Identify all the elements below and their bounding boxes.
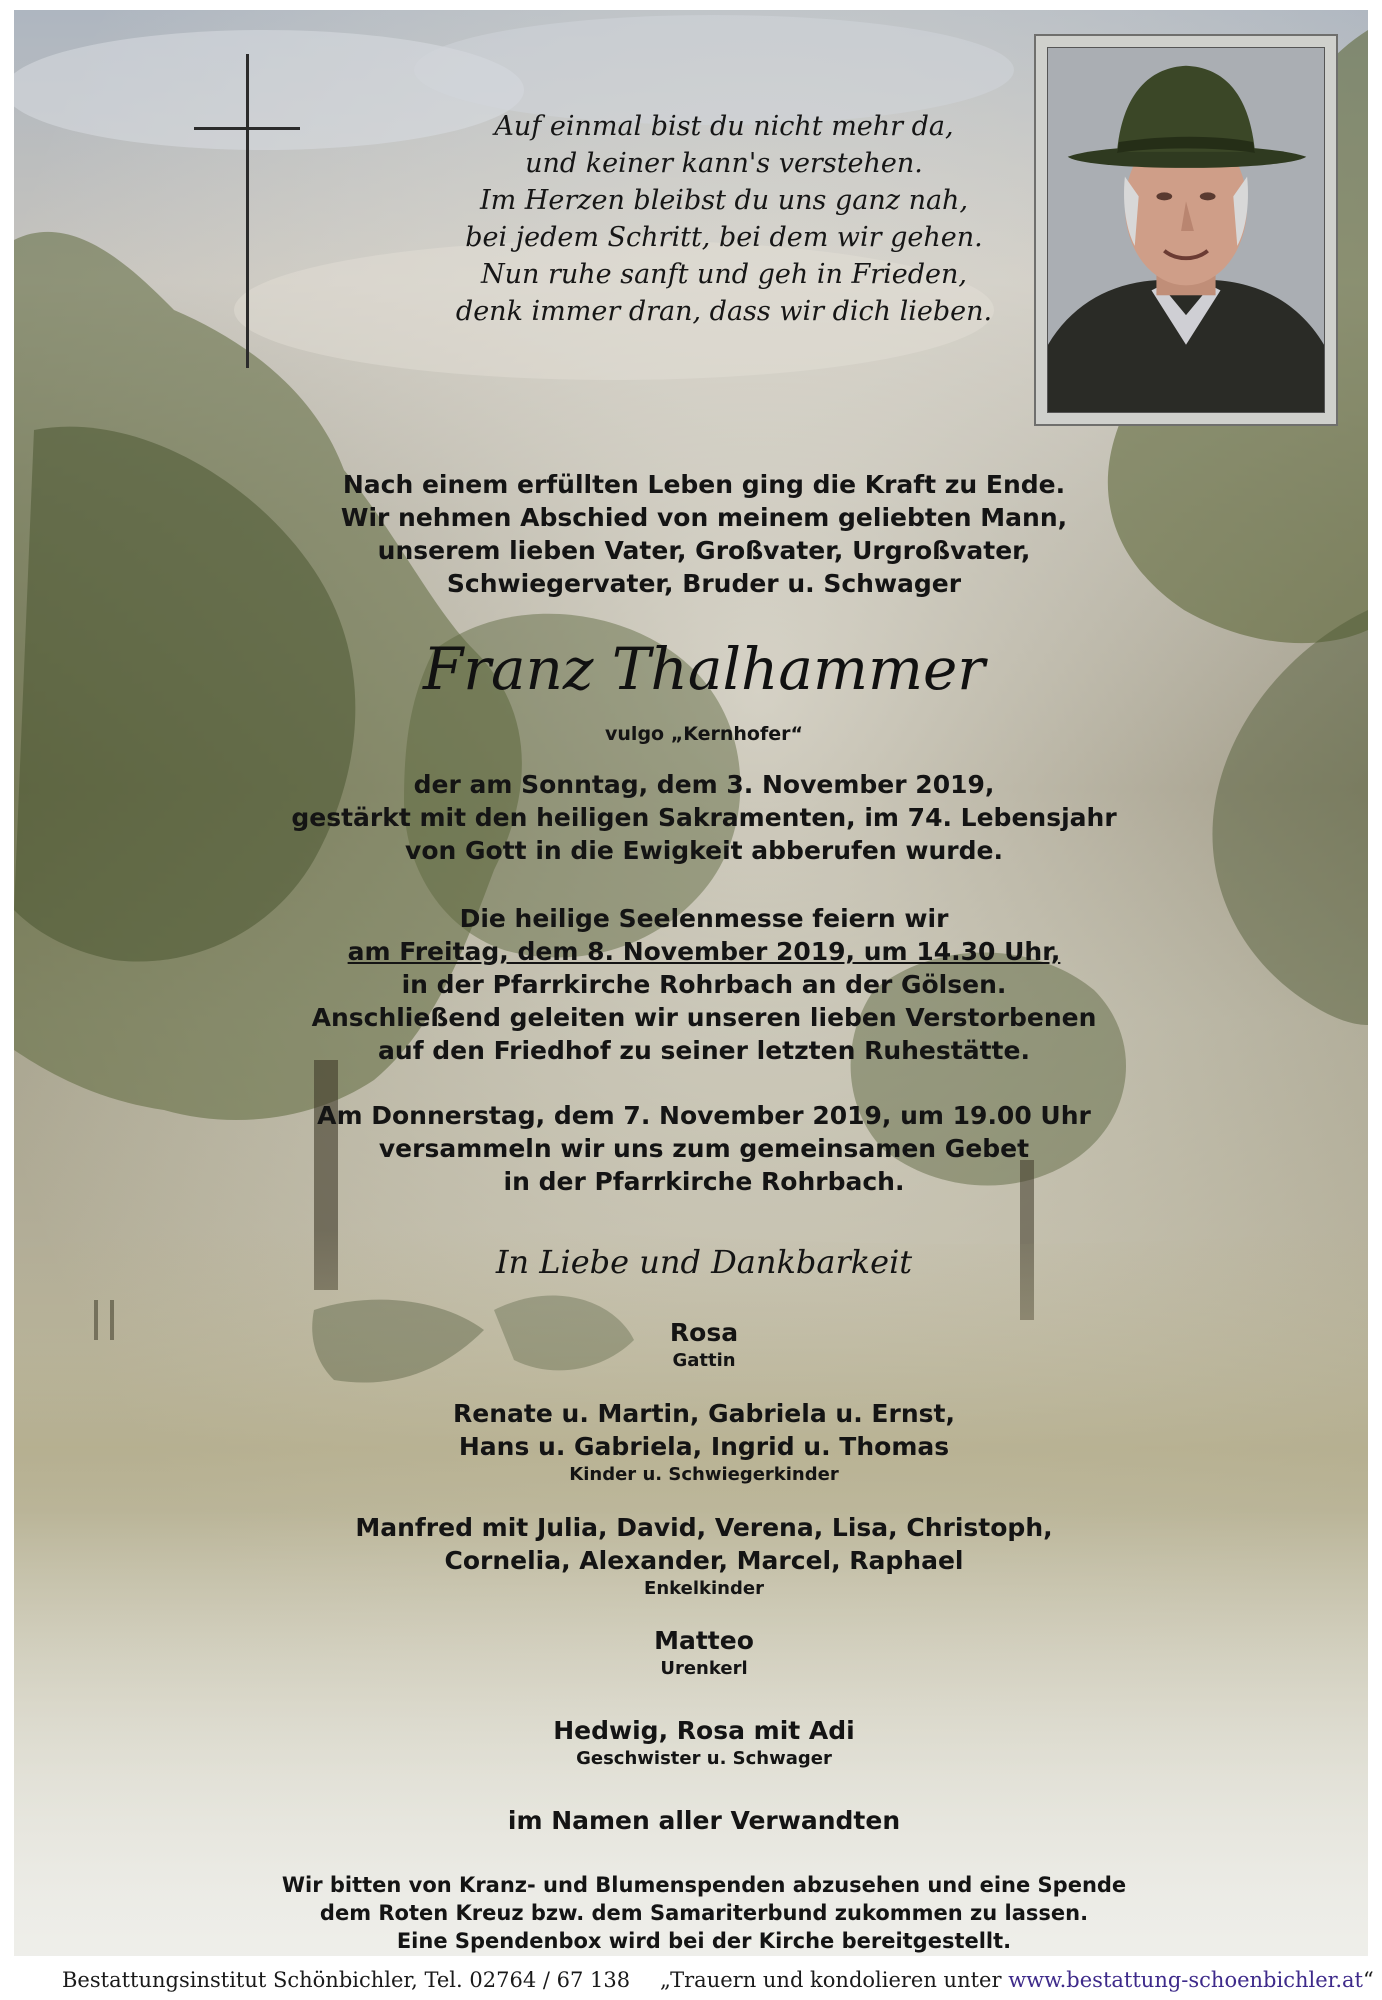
mass-line: Die heilige Seelenmesse feiern wir bbox=[459, 904, 949, 933]
mass-text bbox=[154, 902, 1254, 1067]
family-role: Enkelkinder bbox=[644, 1578, 764, 1599]
family-group bbox=[154, 1397, 1254, 1487]
family-role: Urenkerl bbox=[660, 1658, 748, 1679]
obituary-card bbox=[14, 10, 1368, 1956]
mass-line: in der Pfarrkirche Rohrbach an der Gölsen. bbox=[401, 970, 1007, 999]
death-line: gestärkt mit den heiligen Sakramenten, im 74. Lebensjahr bbox=[291, 803, 1117, 832]
footer-funeral-home: Bestattungsinstitut Schönbichler, Tel. 02764 / 67 138 bbox=[62, 1968, 631, 1992]
prayer-line: in der Pfarrkirche Rohrbach. bbox=[503, 1167, 905, 1196]
mass-date: am Freitag, dem 8. November 2019, um 14.30 Uhr, bbox=[347, 937, 1061, 966]
death-line: von Gott in die Ewigkeit abberufen wurde. bbox=[405, 836, 1003, 865]
intro-text bbox=[154, 468, 1254, 600]
family-names: Hans u. Gabriela, Ingrid u. Thomas bbox=[458, 1432, 950, 1461]
prayer-line: versammeln wir uns zum gemeinsamen Gebet bbox=[378, 1134, 1030, 1163]
family-names: Renate u. Martin, Gabriela u. Ernst, bbox=[453, 1399, 955, 1428]
death-line: der am Sonntag, dem 3. November 2019, bbox=[413, 770, 995, 799]
footer-prefix: „Trauern und kondolieren unter bbox=[660, 1968, 1009, 1992]
family-group bbox=[154, 1511, 1254, 1601]
poem bbox=[334, 108, 1114, 330]
family-group bbox=[154, 1624, 1254, 1681]
donation-note bbox=[154, 1871, 1254, 1955]
portrait-frame bbox=[1034, 34, 1338, 426]
intro-line: Nach einem erfüllten Leben ging die Kraft zu Ende. bbox=[342, 470, 1066, 499]
poem-line: bei jedem Schritt, bei dem wir gehen. bbox=[465, 222, 983, 253]
on-behalf-text: im Namen aller Verwandten bbox=[507, 1806, 901, 1835]
note-line: Eine Spendenbox wird bei der Kirche bereitgestellt. bbox=[396, 1929, 1012, 1953]
prayer-text bbox=[154, 1099, 1254, 1198]
intro-line: Wir nehmen Abschied von meinem geliebten Mann, bbox=[340, 503, 1068, 532]
intro-line: unserem lieben Vater, Großvater, Urgroßvater, bbox=[377, 536, 1031, 565]
family-names: Rosa bbox=[669, 1318, 739, 1347]
thanks-heading: In Liebe und Dankbarkeit bbox=[495, 1243, 913, 1281]
footer-condolence bbox=[660, 1968, 1374, 1996]
prayer-line: Am Donnerstag, dem 7. November 2019, um 19.00 Uhr bbox=[317, 1101, 1091, 1130]
mass-line: auf den Friedhof zu seiner letzten Ruhestätte. bbox=[378, 1036, 1030, 1065]
family-names: Matteo bbox=[654, 1626, 754, 1655]
deceased-nickname: vulgo „Kernhofer“ bbox=[605, 723, 803, 745]
family-role: Geschwister u. Schwager bbox=[576, 1748, 832, 1769]
mass-line: Anschließend geleiten wir unseren lieben Verstorbenen bbox=[311, 1003, 1097, 1032]
note-line: dem Roten Kreuz bzw. dem Samariterbund zukommen zu lassen. bbox=[319, 1901, 1089, 1925]
poem-line: Im Herzen bleibst du uns ganz nah, bbox=[479, 185, 969, 216]
family-group bbox=[154, 1714, 1254, 1771]
family-names: Hedwig, Rosa mit Adi bbox=[553, 1716, 855, 1745]
poem-line: denk immer dran, dass wir dich lieben. bbox=[455, 296, 993, 327]
footer-suffix: “ bbox=[1363, 1968, 1374, 1992]
family-role: Kinder u. Schwiegerkinder bbox=[569, 1464, 839, 1485]
family-role: Gattin bbox=[672, 1350, 736, 1371]
portrait-photo bbox=[1047, 47, 1325, 413]
poem-line: Auf einmal bist du nicht mehr da, bbox=[494, 111, 954, 142]
condolence-link[interactable]: www.bestattung-schoenbichler.at bbox=[1008, 1968, 1363, 1992]
deceased-name: Franz Thalhammer bbox=[422, 635, 986, 703]
death-text bbox=[154, 768, 1254, 867]
family-names: Manfred mit Julia, David, Verena, Lisa, Christoph, bbox=[355, 1513, 1053, 1542]
family-names: Cornelia, Alexander, Marcel, Raphael bbox=[444, 1546, 964, 1575]
intro-line: Schwiegervater, Bruder u. Schwager bbox=[446, 569, 962, 598]
note-line: Wir bitten von Kranz- und Blumenspenden abzusehen und eine Spende bbox=[281, 1873, 1127, 1897]
poem-line: und keiner kann's verstehen. bbox=[525, 148, 923, 179]
poem-line: Nun ruhe sanft und geh in Frieden, bbox=[481, 259, 967, 290]
family-group bbox=[154, 1316, 1254, 1373]
